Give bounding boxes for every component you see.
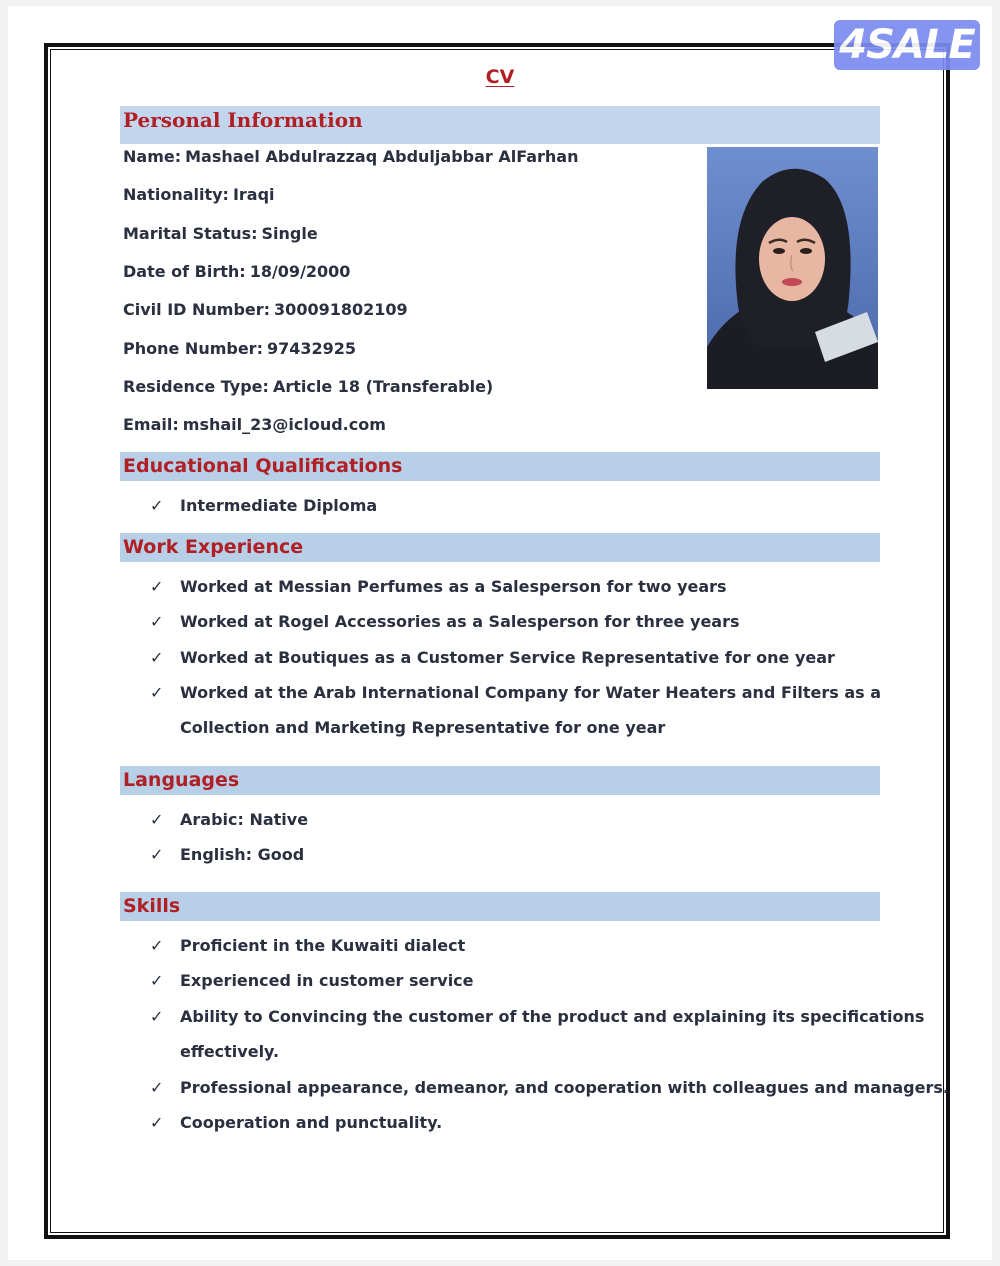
section-header-languages: Languages: [120, 766, 880, 795]
language-item: ✓ English: Good: [150, 845, 305, 864]
info-email: Email: mshail_23@icloud.com: [123, 415, 386, 434]
work-item: ✓ Worked at the Arab International Company for Water Heaters and Filters as a: [150, 683, 882, 702]
check-icon: ✓: [150, 936, 164, 955]
skill-item-continuation: effectively.: [180, 1042, 280, 1061]
education-item: ✓ Intermediate Diploma: [150, 496, 378, 515]
section-header-work-experience: Work Experience: [120, 533, 880, 562]
section-header-skills: Skills: [120, 892, 880, 921]
info-name: Name: Mashael Abdulrazzaq Abduljabbar AlFarhan: [123, 147, 579, 166]
skill-item: ✓ Professional appearance, demeanor, and cooperation with colleagues and managers.: [150, 1078, 949, 1097]
check-icon: ✓: [150, 683, 164, 702]
section-header-personal-information: Personal Information: [120, 106, 880, 144]
check-icon: ✓: [150, 1007, 164, 1026]
work-item: ✓ Worked at Boutiques as a Customer Service Representative for one year: [150, 648, 835, 667]
info-civil-id: Civil ID Number: 300091802109: [123, 300, 408, 319]
work-item: ✓ Worked at Messian Perfumes as a Salesperson for two years: [150, 577, 727, 596]
work-item: ✓ Worked at Rogel Accessories as a Salesperson for three years: [150, 612, 740, 631]
document-title: CV: [485, 66, 515, 88]
check-icon: ✓: [150, 810, 164, 829]
skill-item: ✓ Experienced in customer service: [150, 971, 474, 990]
info-phone-number: Phone Number: 97432925: [123, 339, 357, 358]
info-residence-type: Residence Type: Article 18 (Transferable): [123, 377, 494, 396]
skill-item: ✓ Proficient in the Kuwaiti dialect: [150, 936, 466, 955]
skill-item: ✓ Ability to Convincing the customer of the product and explaining its specifications: [150, 1007, 925, 1026]
work-item-continuation: Collection and Marketing Representative for one year: [180, 718, 666, 737]
skill-item: ✓ Cooperation and punctuality.: [150, 1113, 443, 1132]
info-marital-status: Marital Status: Single: [123, 224, 318, 243]
section-header-education: Educational Qualifications: [120, 452, 880, 481]
check-icon: ✓: [150, 1078, 164, 1097]
info-nationality: Nationality: Iraqi: [123, 185, 275, 204]
check-icon: ✓: [150, 971, 164, 990]
language-item: ✓ Arabic: Native: [150, 810, 309, 829]
profile-photo: [707, 147, 878, 389]
check-icon: ✓: [150, 577, 164, 596]
check-icon: ✓: [150, 612, 164, 631]
4sale-watermark-logo: 4SALE: [834, 20, 980, 70]
check-icon: ✓: [150, 845, 164, 864]
check-icon: ✓: [150, 496, 164, 515]
portrait-illustration: [707, 147, 878, 389]
info-date-of-birth: Date of Birth: 18/09/2000: [123, 262, 351, 281]
check-icon: ✓: [150, 648, 164, 667]
check-icon: ✓: [150, 1113, 164, 1132]
